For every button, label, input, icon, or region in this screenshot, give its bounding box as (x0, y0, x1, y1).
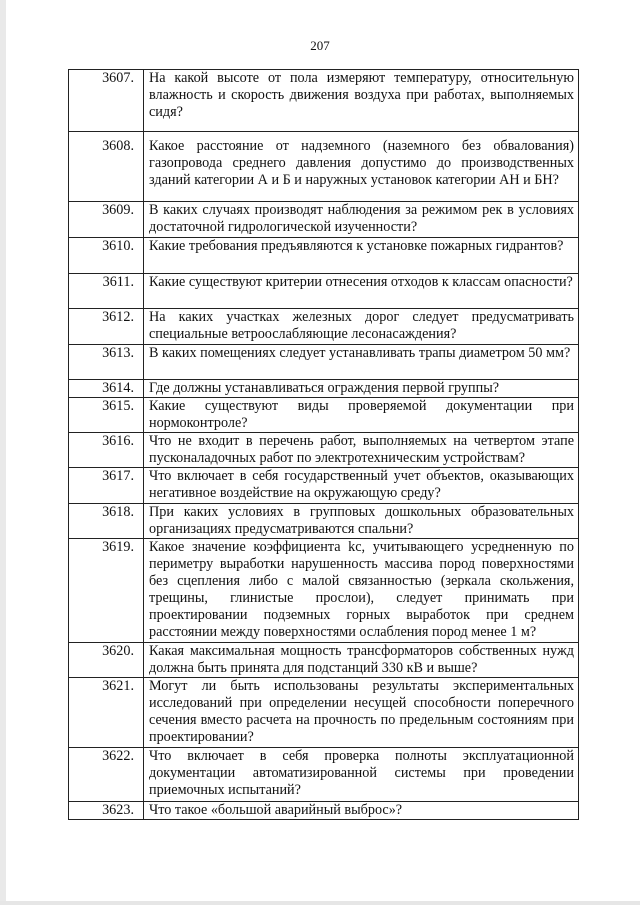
question-text: Где должны устанавливаться ограждения первой группы? (144, 380, 579, 398)
question-text: Что такое «большой аварийный выброс»? (144, 802, 579, 820)
question-number: 3619. (69, 539, 144, 643)
question-text: Какие требования предъявляются к установке пожарных гидрантов? (144, 238, 579, 274)
question-number: 3618. (69, 504, 144, 539)
table-row (69, 380, 579, 398)
question-number: 3615. (69, 398, 144, 433)
table-row (69, 468, 579, 504)
question-text: Какие существуют критерии отнесения отходов к классам опасности? (144, 274, 579, 309)
question-number: 3609. (69, 202, 144, 238)
scan-bottom-shadow (0, 901, 640, 905)
question-text: Какое расстояние от надземного (наземного без обвалования) газопровода среднего давления допустимо до производственных зданий категории А и Б и наружных установок категории АН и БН? (144, 132, 579, 202)
question-number: 3613. (69, 345, 144, 380)
question-text: В каких помещениях следует устанавливать трапы диаметром 50 мм? (144, 345, 579, 380)
question-text: При каких условиях в групповых дошкольных образовательных организациях предусматриваются спальни? (144, 504, 579, 539)
question-number: 3610. (69, 238, 144, 274)
question-number: 3621. (69, 678, 144, 748)
question-number: 3607. (69, 70, 144, 132)
table-row (69, 309, 579, 345)
question-number: 3608. (69, 132, 144, 202)
question-number: 3614. (69, 380, 144, 398)
question-number: 3620. (69, 643, 144, 678)
question-number: 3616. (69, 433, 144, 468)
table-row (69, 70, 579, 132)
question-number: 3623. (69, 802, 144, 820)
question-text: Какая максимальная мощность трансформаторов собственных нужд должна быть принята для подстанций 330 кВ и выше? (144, 643, 579, 678)
table-row (69, 539, 579, 643)
question-text: Что не входит в перечень работ, выполняемых на четвертом этапе пусконаладочных работ по электротехническим устройствам? (144, 433, 579, 468)
question-number: 3617. (69, 468, 144, 504)
question-text: В каких случаях производят наблюдения за режимом рек в условиях достаточной гидрологической изученности? (144, 202, 579, 238)
question-text: Что включает в себя проверка полноты эксплуатационной документации автоматизированной системы при проведении приемочных испытаний? (144, 748, 579, 802)
question-number: 3611. (69, 274, 144, 309)
table-row (69, 345, 579, 380)
table-row (69, 274, 579, 309)
table-row (69, 202, 579, 238)
table-row (69, 238, 579, 274)
question-number: 3622. (69, 748, 144, 802)
table-row (69, 398, 579, 433)
question-text: Какое значение коэффициента kc, учитывающего усредненную по периметру выработки нарушенность массива пород поверхностями без сцепления либо с малой связанностью (зеркала скольжения, трещины, глинистые прослои), следует принимать при проектировании подземных горных выработок при среднем расстоянии между поверхностями ослабления пород менее 1 м? (144, 539, 579, 643)
question-text: Могут ли быть использованы результаты экспериментальных исследований при определении несущей способности поперечного сечения вместо расчета на прочность по предельным состояниям при проектировании? (144, 678, 579, 748)
question-text: На какой высоте от пола измеряют температуру, относительную влажность и скорость движения воздуха при работах, выполняемых сидя? (144, 70, 579, 132)
table-row (69, 504, 579, 539)
question-number: 3612. (69, 309, 144, 345)
question-text: На каких участках железных дорог следует предусматривать специальные ветроослабляющие лесонасаждения? (144, 309, 579, 345)
questions-table (68, 69, 579, 820)
question-text: Что включает в себя государственный учет объектов, оказывающих негативное воздействие на окружающую среду? (144, 468, 579, 504)
table-row (69, 433, 579, 468)
table-row (69, 678, 579, 748)
scan-edge-shadow (0, 0, 6, 905)
page-number: 207 (310, 38, 330, 53)
table-row (69, 802, 579, 820)
table-row (69, 643, 579, 678)
table-row (69, 748, 579, 802)
question-text: Какие существуют виды проверяемой документации при нормоконтроле? (144, 398, 579, 433)
table-row (69, 132, 579, 202)
